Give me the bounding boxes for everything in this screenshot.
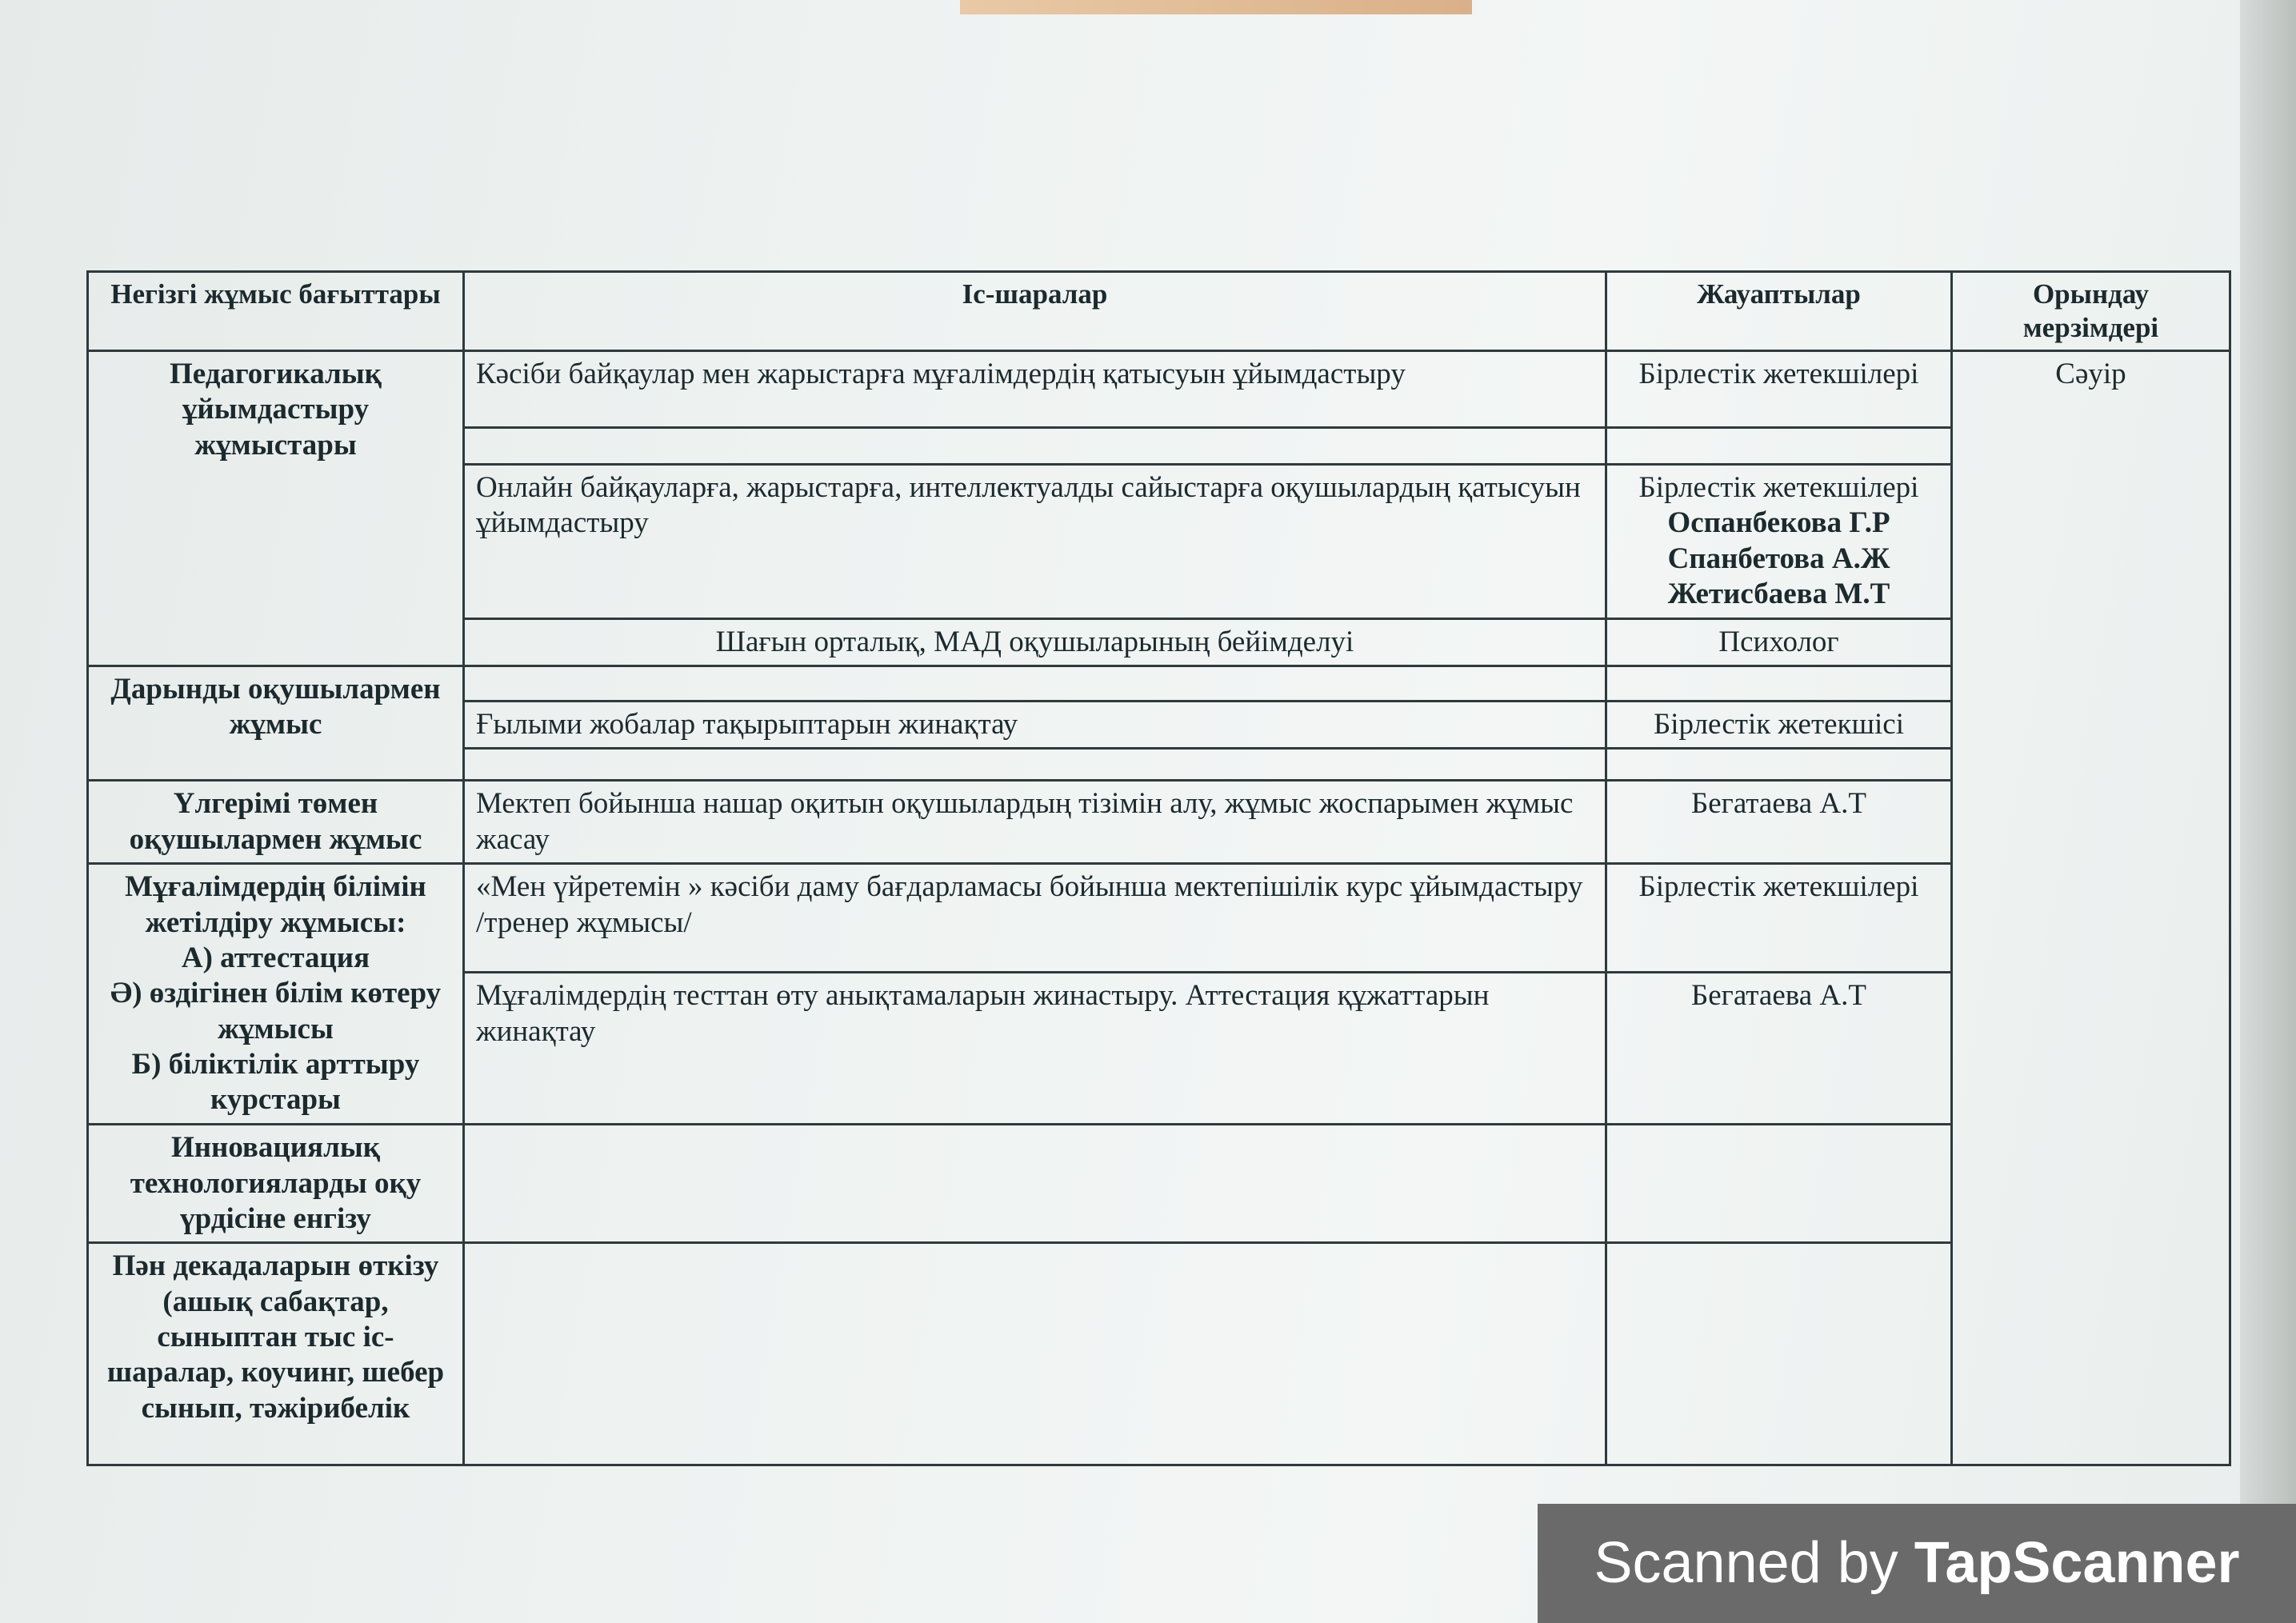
responsible-person: Жетисбаева М.Т bbox=[1667, 578, 1890, 611]
responsible-cell-empty bbox=[1606, 1243, 1952, 1465]
responsible-cell: Бірлестік жетекшілері bbox=[1606, 864, 1952, 973]
responsible-cell: Бегатаева А.Т bbox=[1606, 973, 1952, 1125]
activity-cell: «Мен үйретемін » кәсіби даму бағдарламасы бойынша мектепішілік курс ұйымдастыру /тренер жұмысы/ bbox=[464, 864, 1606, 973]
table-row bbox=[88, 781, 2230, 864]
responsible-cell: Бірлестік жетекшілері bbox=[1606, 351, 1952, 428]
header-deadline: Орындау мерзімдері bbox=[1952, 272, 2230, 351]
responsible-person: Спанбетова А.Ж bbox=[1667, 542, 1890, 575]
table-surface-strip bbox=[960, 0, 1472, 14]
responsible-group-label: Бірлестік жетекшілері bbox=[1638, 471, 1919, 504]
table-row bbox=[88, 1125, 2230, 1243]
responsible-cell-empty bbox=[1606, 666, 1952, 701]
activity-cell: Онлайн байқауларға, жарыстарға, интеллектуалды сайыстарға оқушылардың қатысуын ұйымдастыру bbox=[464, 465, 1606, 619]
header-activities: Іс-шаралар bbox=[464, 272, 1606, 351]
responsible-cell bbox=[1606, 465, 1952, 619]
activity-cell: Шағын орталық, МАД оқушыларының бейімделуі bbox=[464, 618, 1606, 666]
responsible-cell: Психолог bbox=[1606, 618, 1952, 666]
activity-cell-empty bbox=[464, 666, 1606, 701]
table-row bbox=[88, 351, 2230, 428]
work-plan-table bbox=[86, 270, 2231, 1466]
activity-cell-empty bbox=[464, 1243, 1606, 1465]
direction-low-performers: Үлгерімі төмен оқушылармен жұмыс bbox=[88, 781, 464, 864]
direction-pedagogical: Педагогикалық ұйымдастыру жұмыстары bbox=[88, 351, 464, 666]
table-row bbox=[88, 864, 2230, 973]
responsible-person: Оспанбекова Г.Р bbox=[1667, 506, 1890, 540]
responsible-cell: Бегатаева А.Т bbox=[1606, 781, 1952, 864]
direction-innovation: Инновациялық технологияларды оқу үрдісіне енгізу bbox=[88, 1125, 464, 1243]
activity-cell: Мұғалімдердің тесттан өту анықтамаларын жинастыру. Аттестация құжаттарын жинақтау bbox=[464, 973, 1606, 1125]
scanner-watermark bbox=[1538, 1504, 2296, 1623]
activity-cell: Кәсіби байқаулар мен жарыстарға мұғалімдердің қатысуын ұйымдастыру bbox=[464, 351, 1606, 428]
direction-gifted-students: Дарынды оқушылармен жұмыс bbox=[88, 666, 464, 780]
watermark-prefix: Scanned by bbox=[1594, 1531, 1914, 1595]
responsible-cell: Бірлестік жетекшісі bbox=[1606, 701, 1952, 748]
activity-cell: Ғылыми жобалар тақырыптарын жинақтау bbox=[464, 701, 1606, 748]
deadline-cell: Сәуір bbox=[1952, 351, 2230, 1465]
direction-line: А) аттестация bbox=[181, 941, 370, 974]
direction-line: Мұғалімдердің білімін жетілдіру жұмысы: bbox=[125, 870, 426, 939]
activity-cell-empty bbox=[464, 428, 1606, 465]
direction-subject-decades: Пән декадаларын өткізу (ашық сабақтар, сыныптан тыс іс-шаралар, коучинг, шебер сынып, тәжірибелік bbox=[88, 1243, 464, 1465]
header-direction: Негізгі жұмыс бағыттары bbox=[88, 272, 464, 351]
direction-teacher-development bbox=[88, 864, 464, 1125]
activity-cell-empty bbox=[464, 749, 1606, 781]
direction-line: Б) біліктілік арттыру курстары bbox=[131, 1048, 420, 1117]
direction-line: Ә) өздігінен білім көтеру жұмысы bbox=[110, 977, 442, 1045]
header-row bbox=[88, 272, 2230, 351]
table-row bbox=[88, 1243, 2230, 1465]
activity-cell-empty bbox=[464, 1125, 1606, 1243]
responsible-cell-empty bbox=[1606, 749, 1952, 781]
table-row bbox=[88, 666, 2230, 701]
responsible-cell-empty bbox=[1606, 1125, 1952, 1243]
watermark-brand: TapScanner bbox=[1914, 1531, 2240, 1595]
paper-edge-shadow bbox=[2240, 0, 2296, 1623]
header-responsible: Жауаптылар bbox=[1606, 272, 1952, 351]
activity-cell: Мектеп бойынша нашар оқитын оқушылардың тізімін алу, жұмыс жоспарымен жұмыс жасау bbox=[464, 781, 1606, 864]
responsible-cell-empty bbox=[1606, 428, 1952, 465]
